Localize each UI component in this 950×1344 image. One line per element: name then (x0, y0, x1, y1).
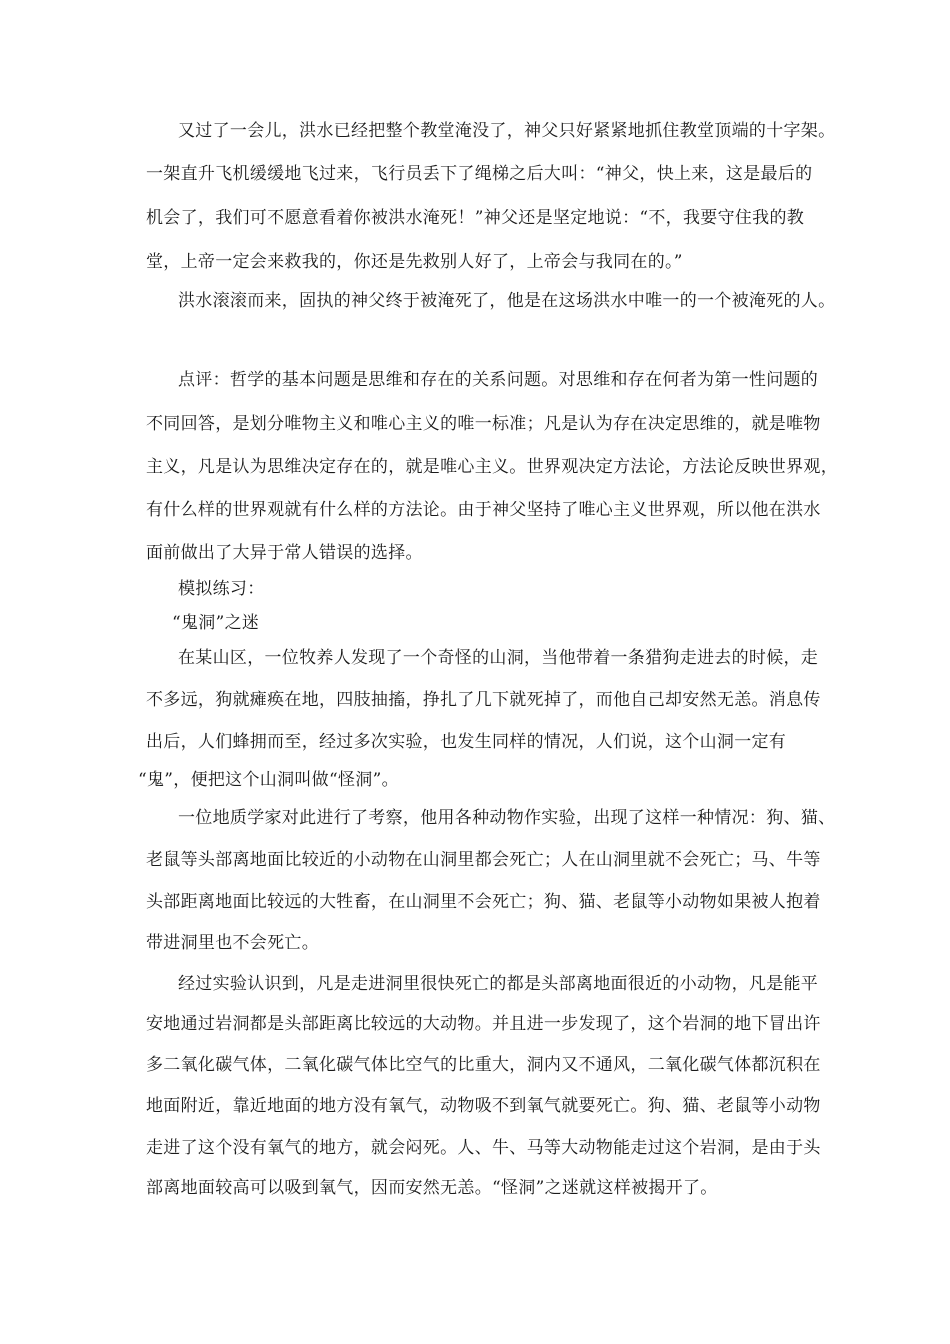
text-line: 在某山区，一位牧养人发现了一个奇怪的山洞，当他带着一条猎狗走进去的时候，走 (178, 648, 819, 668)
text-line: 出后，人们蜂拥而至，经过多次实验，也发生同样的情况，人们说，这个山洞一定有 (146, 732, 787, 752)
text-line: 面前做出了大异于常人错误的选择。 (146, 543, 423, 563)
text-line: 主义，凡是认为思维决定存在的，就是唯心主义。世界观决定方法论，方法论反映世界观， (146, 457, 838, 477)
text-line: 洪水滚滚而来，固执的神父终于被淹死了，他是在这场洪水中唯一的一个被淹死的人。 (178, 291, 836, 311)
text-line: 一架直升飞机缓缓地飞过来，飞行员丢下了绳梯之后大叫：“神父，快上来，这是最后的 (146, 164, 813, 184)
text-line: 模拟练习： (178, 579, 265, 599)
text-line: 点评：哲学的基本问题是思维和存在的关系问题。对思维和存在何者为第一性问题的 (178, 370, 819, 390)
text-line: 不多远，狗就瘫痪在地，四肢抽搐，挣扎了几下就死掉了，而他自己却安然无恙。消息传 (146, 690, 821, 710)
text-line: 堂，上帝一定会来救我的，你还是先救别人好了，上帝会与我同在的。” (146, 252, 683, 272)
text-line: 地面附近，靠近地面的地方没有氧气，动物吸不到氧气就要死亡。狗、猫、老鼠等小动物 (146, 1096, 821, 1116)
text-line: 头部距离地面比较远的大牲畜，在山洞里不会死亡；狗、猫、老鼠等小动物如果被人抱着 (146, 892, 821, 912)
text-line: 一位地质学家对此进行了考察，他用各种动物作实验，出现了这样一种情况：狗、猫、 (178, 808, 836, 828)
text-line: 不同回答，是划分唯物主义和唯心主义的唯一标准；凡是认为存在决定思维的，就是唯物 (146, 414, 821, 434)
text-line: 机会了，我们可不愿意看着你被洪水淹死！”神父还是坚定地说：“不，我要守住我的教 (146, 208, 805, 228)
text-line: 多二氧化碳气体，二氧化碳气体比空气的比重大，洞内又不通风，二氧化碳气体都沉积在 (146, 1055, 821, 1075)
text-line: 安地通过岩洞都是头部距离比较远的大动物。并且进一步发现了，这个岩洞的地下冒出许 (146, 1014, 821, 1034)
text-line: 经过实验认识到，凡是走进洞里很快死亡的都是头部离地面很近的小动物，凡是能平 (178, 974, 819, 994)
text-line: 带进洞里也不会死亡。 (146, 933, 319, 953)
text-line: 有什么样的世界观就有什么样的方法论。由于神父坚持了唯心主义世界观，所以他在洪水 (146, 500, 821, 520)
text-line: 又过了一会儿，洪水已经把整个教堂淹没了，神父只好紧紧地抓住教堂顶端的十字架。 (178, 121, 836, 141)
text-line: 部离地面较高可以吸到氧气，因而安然无恙。“怪洞”之迷就这样被揭开了。 (146, 1178, 718, 1198)
text-line: 走进了这个没有氧气的地方，就会闷死。人、牛、马等大动物能走过这个岩洞，是由于头 (146, 1138, 821, 1158)
text-line: “鬼”，便把这个山洞叫做“怪洞”。 (138, 770, 399, 790)
text-line: 老鼠等头部离地面比较近的小动物在山洞里都会死亡；人在山洞里就不会死亡；马、牛等 (146, 850, 821, 870)
section-title: “鬼洞”之迷 (172, 613, 260, 633)
